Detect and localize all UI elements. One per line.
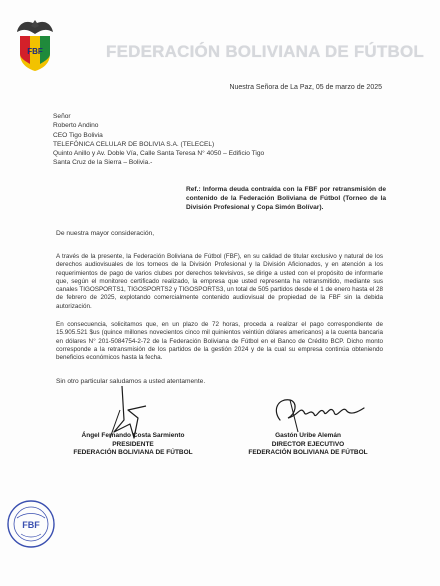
president-signer-block: [58, 432, 208, 458]
svg-text:FBF: FBF: [22, 520, 40, 530]
recipient-line: CEO Tigo Bolivia: [53, 131, 103, 139]
body-paragraph: En consecuencia, solicitamos que, en un plazo de 72 horas, proceda a realizar el pago correspondiente de 15.905.521 $us (quince millones novecientos cinco mil quinientos veintiún dólares americanos) a la cuenta bancaria en dólares N° 201-5084754-2-72 de la Federación Boliviana de Fútbol en el Banco de Crédito BCP. Dicho monto corresponde a la retransmisión de los partidos de la gestión 2024 y de la cual su empresa continúa obteniendo beneficios económicos hasta la fecha.: [56, 321, 383, 362]
signer-name: Gastón Uribe Alemán: [275, 432, 341, 439]
director-signer-block: [238, 432, 378, 458]
signer-role: PRESIDENTE: [112, 440, 154, 448]
recipient-line: Roberto Andino: [53, 122, 99, 130]
official-stamp: [5, 498, 57, 550]
closing-line: Sin otro particular saludamos a usted atentamente.: [56, 378, 206, 385]
signer-org: FEDERACIÓN BOLIVIANA DE FÚTBOL: [248, 449, 368, 457]
recipient-line: TELEFÓNICA CELULAR DE BOLIVIA S.A. (TELECEL): [53, 140, 215, 148]
greeting: De nuestra mayor consideración,: [56, 230, 155, 237]
signer-name: Ángel Fernando Costa Sarmiento: [81, 432, 185, 439]
body-paragraph: A través de la presente, la Federación Boliviana de Fútbol (FBF), en su calidad de titular exclusivo y natural de los derechos audiovisuales de los torneos de la División Profesional y la División Aficionados, y en atención a los requerimientos de pago de varios clubes por derechos televisivos, se dirige a usted con el propósito de informarle que, según el monitoreo certificado realizado, la empresa que usted representa ha retransmitido, mediante sus canales TIGOSPORTS1, TIGOSPORTS2 y TIGOSPORTS3, un total de 505 partidos desde el 1 de enero hasta el 28 de febrero de 2025, explotando comercialmente contenido audiovisual de propiedad de la FBF sin la debida autorización.: [56, 253, 383, 310]
reference-line: Ref.: Informa deuda contraída con la FBF por retransmisión de contenido de la Federación Boliviana de Fútbol (Torneo de la División Profesional y Copa Simón Bolívar).: [186, 186, 386, 211]
signer-org: FEDERACIÓN BOLIVIANA DE FÚTBOL: [73, 449, 193, 457]
svg-text:FBF: FBF: [27, 47, 43, 56]
recipient-line: Señor: [53, 113, 71, 120]
director-signature: [268, 392, 368, 434]
recipient-line: Santa Cruz de la Sierra – Bolivia.-: [53, 159, 153, 167]
fbf-crest-logo: [14, 14, 56, 72]
letter-date: Nuestra Señora de La Paz, 05 de marzo de 2025: [229, 84, 382, 91]
signer-role: DIRECTOR EJECUTIVO: [271, 440, 345, 448]
recipient-block: [53, 112, 264, 168]
recipient-line: Quinto Anillo y Av. Doble Vía, Calle Santa Teresa N° 4050 – Edificio Tigo: [53, 150, 265, 158]
letterhead-title: FEDERACIÓN BOLIVIANA DE FÚTBOL: [106, 42, 424, 61]
